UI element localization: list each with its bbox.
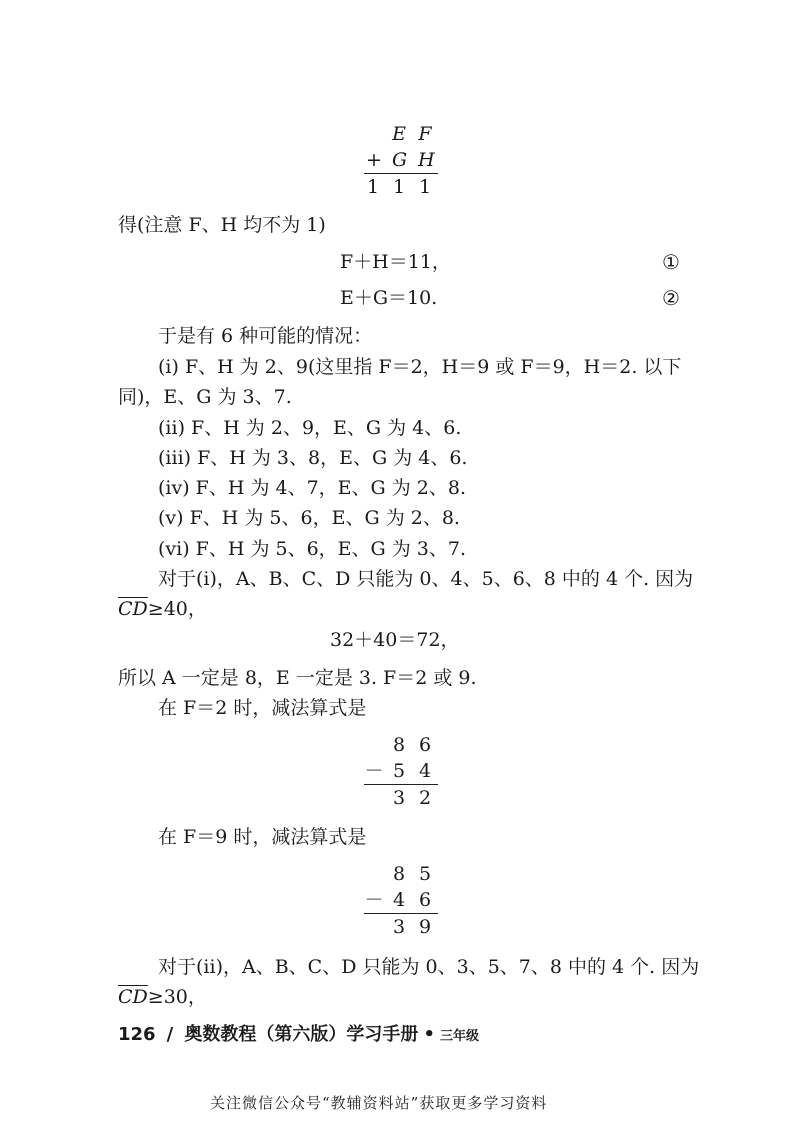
equation-2-number: ② bbox=[662, 286, 680, 310]
paragraph-f9: 在 F＝9 时，减法算式是 bbox=[158, 826, 367, 848]
cd-overline: $\overline{CD}$ bbox=[118, 986, 148, 1008]
difference-digit: 2 bbox=[418, 787, 432, 809]
result-digit: 1 bbox=[418, 176, 432, 198]
case-2: (ii) F、H 为 2、9，E、G 为 4、6. bbox=[158, 417, 462, 439]
paragraph-case-i: 对于(i)，A、B、C、D 只能为 0、4、5、6、8 中的 4 个. 因为 bbox=[158, 568, 694, 590]
minuend-digit: 5 bbox=[418, 863, 432, 885]
equation-1-number: ① bbox=[662, 250, 680, 274]
page-number: 126 bbox=[118, 1024, 156, 1045]
page-footer bbox=[118, 1022, 479, 1048]
subtrahend-digit: 4 bbox=[392, 889, 406, 911]
case-3: (iii) F、H 为 3、8，E、G 为 4、6. bbox=[158, 447, 468, 469]
paragraph-case-ii: 对于(ii)，A、B、C、D 只能为 0、3、5、7、8 中的 4 个. 因为 bbox=[158, 956, 700, 978]
footer-slash: / bbox=[166, 1024, 174, 1045]
subtrahend-digit: 6 bbox=[418, 889, 432, 911]
difference-digit: 9 bbox=[418, 916, 432, 938]
result-digit: 1 bbox=[366, 176, 380, 198]
result-digit: 1 bbox=[392, 176, 406, 198]
equation-3: 32＋40＝72， bbox=[330, 629, 460, 651]
case-1-line-1: (i) F、H 为 2、9(这里指 F＝2，H＝9 或 F＝9，H＝2. 以下 bbox=[158, 356, 682, 378]
grade-label: 三年级 bbox=[440, 1029, 480, 1044]
case-6: (vi) F、H 为 5、6，E、G 为 3、7. bbox=[158, 538, 467, 560]
minuend-digit: 8 bbox=[392, 734, 406, 756]
addition-vertical bbox=[362, 122, 435, 202]
paragraph-f2: 在 F＝2 时，减法算式是 bbox=[158, 697, 367, 719]
minus-sign: － bbox=[364, 760, 384, 782]
digit-e: E bbox=[392, 123, 406, 145]
case-5: (v) F、H 为 5、6，E、G 为 2、8. bbox=[158, 507, 460, 529]
cd-inequality-2 bbox=[118, 985, 207, 1009]
minuend-digit: 6 bbox=[418, 734, 432, 756]
digit-f: F bbox=[418, 123, 432, 145]
subtraction-line bbox=[364, 784, 438, 785]
subtraction-line bbox=[364, 913, 438, 914]
equation-1: F＋H＝11， bbox=[340, 251, 451, 273]
cd-overline: $\overline{CD}$ bbox=[118, 598, 148, 620]
paragraph-note: 得(注意 F、H 均不为 1) bbox=[118, 214, 326, 236]
subtraction-vertical-2 bbox=[362, 862, 432, 942]
difference-digit: 3 bbox=[392, 916, 406, 938]
minuend-digit: 8 bbox=[392, 863, 406, 885]
watermark-text: 关注微信公众号“教辅资料站”获取更多学习资料 bbox=[210, 1094, 548, 1112]
subtrahend-digit: 5 bbox=[392, 760, 406, 782]
case-1-line-2: 同)，E、G 为 3、7. bbox=[118, 386, 292, 408]
digit-g: G bbox=[392, 149, 408, 171]
cd-bound: ≥30， bbox=[147, 986, 207, 1008]
book-title: 奥数教程（第六版）学习手册 bbox=[184, 1024, 419, 1045]
cd-inequality-1 bbox=[118, 597, 207, 621]
minus-sign: － bbox=[364, 889, 384, 911]
subtraction-vertical-1 bbox=[362, 733, 432, 813]
plus-sign: + bbox=[366, 149, 382, 171]
paragraph-cases-intro: 于是有 6 种可能的情况： bbox=[158, 325, 373, 347]
footer-dot: • bbox=[423, 1024, 435, 1045]
digit-h: H bbox=[418, 149, 435, 171]
paragraph-conclusion: 所以 A 一定是 8，E 一定是 3. F＝2 或 9. bbox=[118, 667, 477, 689]
cd-bound: ≥40， bbox=[147, 598, 207, 620]
equation-2: E＋G＝10. bbox=[340, 287, 438, 309]
addition-line bbox=[364, 173, 438, 174]
case-4: (iv) F、H 为 4、7，E、G 为 2、8. bbox=[158, 477, 467, 499]
difference-digit: 3 bbox=[392, 787, 406, 809]
subtrahend-digit: 4 bbox=[418, 760, 432, 782]
